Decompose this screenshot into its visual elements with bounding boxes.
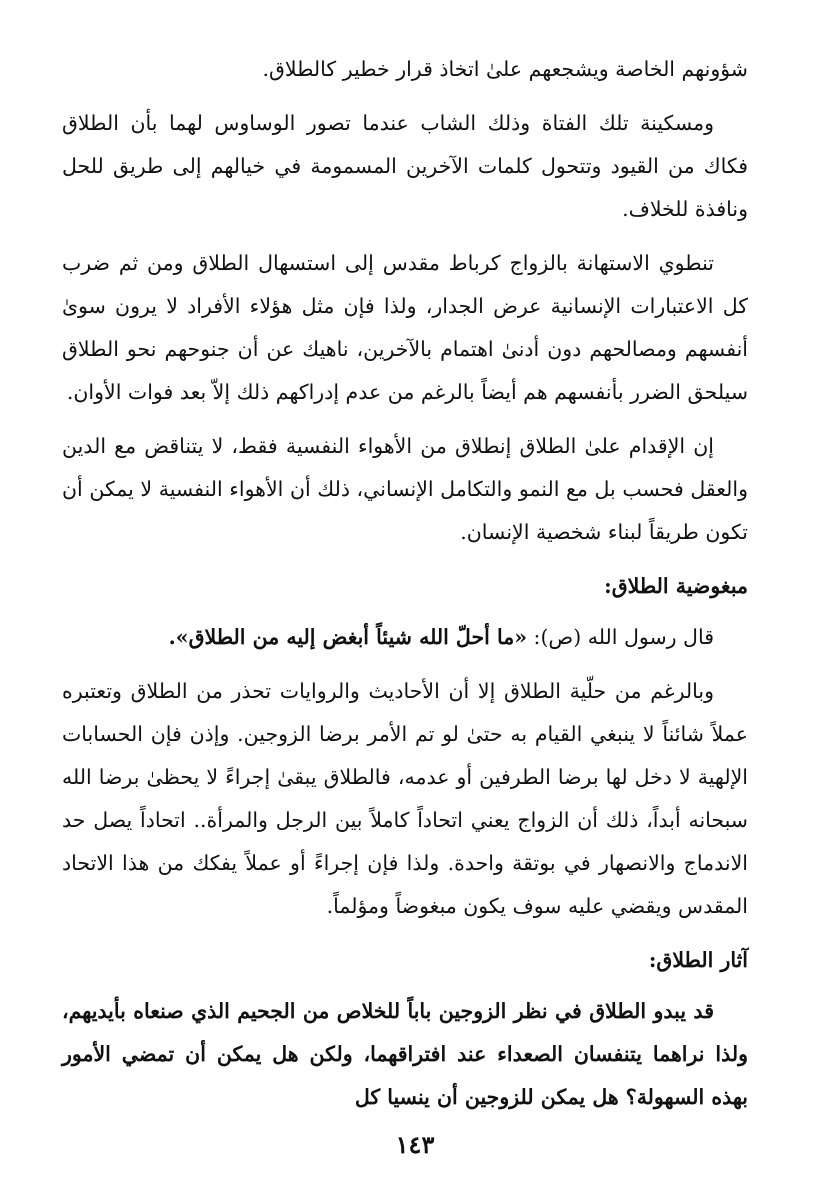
paragraph-marriage-bond: تنطوي الاستهانة بالزواج كرباط مقدس إلى استسهال الطلاق ومن ثم ضرب كل الاعتبارات الإنسانية عرض الجدار، ولذا فإن مثل هؤلاء الأفراد لا يرون سوىٰ أنفسهم ومصالحهم دون أدنىٰ اهتمام بالآخرين، ناهيك عن أن جنوحهم نحو الطلاق سيلحق الضرر بأنفسهم هم أيضاً بالرغم من عدم إدراكهم ذلك إلاّ بعد فوات الأوان. <box>62 251 748 404</box>
heading-hatefulness-of-divorce: مبغوضية الطلاق: <box>604 574 748 598</box>
paragraph-effects: قد يبدو الطلاق في نظر الزوجين باباً للخلاص من الجحيم الذي صنعاه بأيديهم، ولذا نراهما يتنفسان الصعداء عند افتراقهما، ولكن هل يمكن أن تمضي الأمور بهذه السهولة؟ هل يمكن للزوجين أن ينسيا كل <box>62 999 748 1109</box>
hadith-quote: «ما أحلّ الله شيئاً أبغض إليه من الطلاق». <box>168 625 528 649</box>
paragraph-continuation: شؤونهم الخاصة ويشجعهم علىٰ اتخاذ قرار خطير كالطلاق. <box>262 57 748 81</box>
hadith-line <box>62 616 748 659</box>
paragraph-whims: إن الإقدام علىٰ الطلاق إنطلاق من الأهواء النفسية فقط، لا يتناقض مع الدين والعقل فحسب بل مع النمو والتكامل الإنساني، ذلك أن الأهواء النفسية لا يمكن أن تكون طريقاً لبناء شخصية الإنسان. <box>62 434 748 544</box>
paragraph-despite-permissibility: وبالرغم من حلّية الطلاق إلا أن الأحاديث والروايات تحذر من الطلاق وتعتبره عملاً شائناً لا ينبغي القيام به حتىٰ لو تم الأمر برضا الزوجين. وإذن فإن الحسابات الإلهية لا دخل لها برضا الطرفين أو عدمه، فالطلاق يبقىٰ إجراءً لا يحظىٰ برضا الله سبحانه أبداً، ذلك أن الزواج يعني اتحاداً كاملاً بين الرجل والمرأة.. اتحاداً يصل حد الاندماج والانصهار في بوتقة واحدة. ولذا فإن إجراءً أو عملاً يفكك من هذا الاتحاد المقدس ويقضي عليه سوف يكون مبغوضاً ومؤلماً. <box>62 679 748 918</box>
heading-effects-of-divorce: آثار الطلاق: <box>648 948 748 972</box>
page-number: ١٤٣ <box>395 1130 435 1159</box>
hadith-intro: قال رسول الله (ص): <box>527 625 714 649</box>
body-text <box>62 48 748 1130</box>
paragraph-divorce-whispers: ومسكينة تلك الفتاة وذلك الشاب عندما تصور الوساوس لهما بأن الطلاق فكاك من القيود وتتحول كلمات الآخرين المسمومة في خيالهم إلى طريق للحل ونافذة للخلاف. <box>62 111 748 221</box>
